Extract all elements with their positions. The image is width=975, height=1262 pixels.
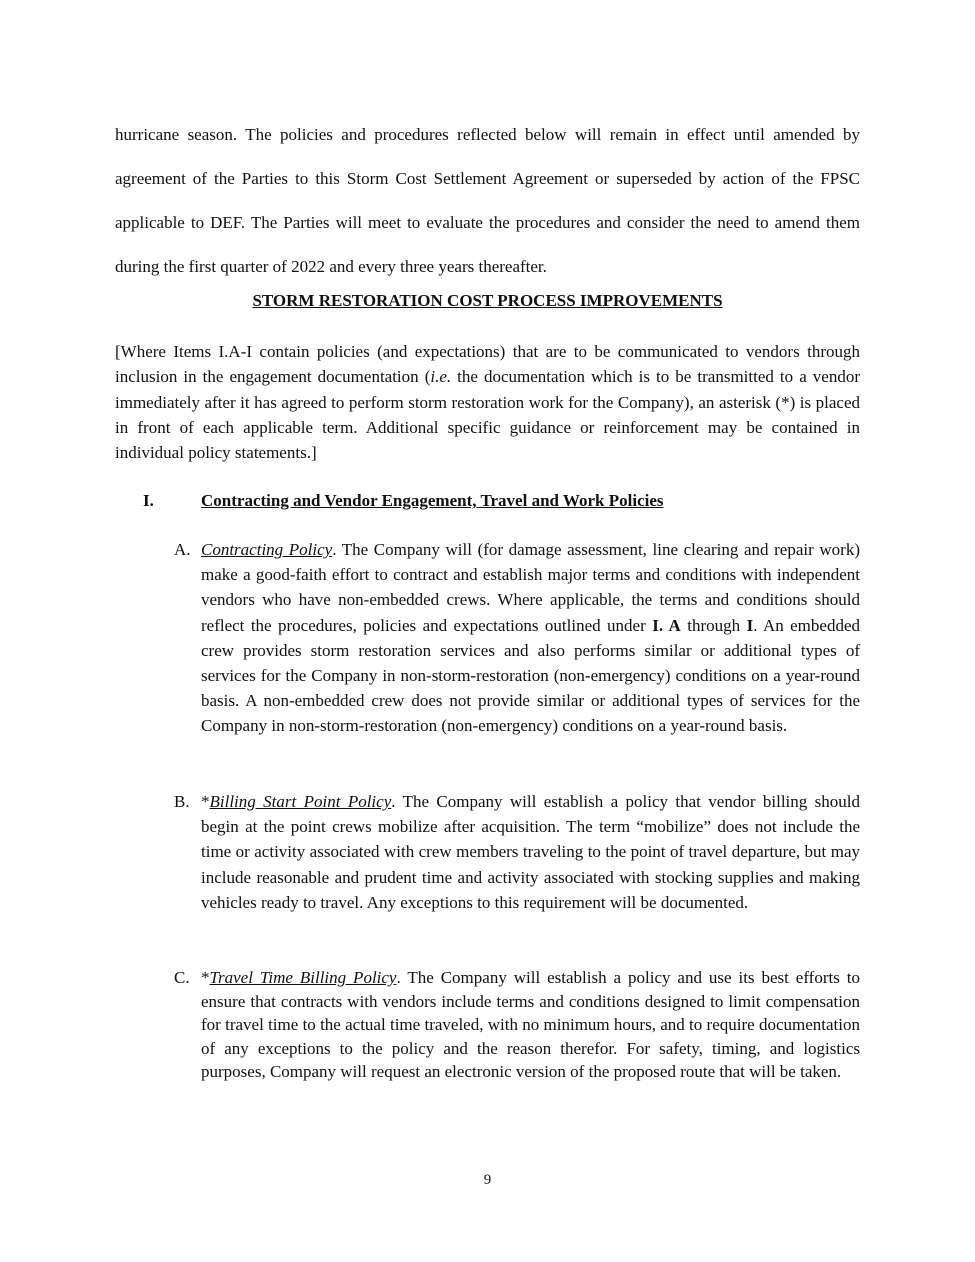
policy-name: Billing Start Point Policy — [209, 792, 392, 811]
section-heading: STORM RESTORATION COST PROCESS IMPROVEMENTS — [252, 291, 723, 310]
item-prefix: * — [201, 792, 210, 811]
item-label: A. — [174, 540, 191, 559]
item-text: . The Company will establish a policy that vendor billing should begin at the point crews mobilize after acquisition. The term “mobilize” does not include the time or activity associated with crew members traveling to the point of travel departure, but may include reasonable and prudent time and activity associated with stocking supplies and making vehicles ready to travel. Any exceptions to this requirement will be documented. — [201, 792, 860, 912]
item-text: through — [680, 615, 747, 635]
note-text-after: the documentation which is to be transmitted to a vendor immediately after it has agreed to perform storm restoration work for the Company), an asterisk (*) is placed in front of each applicable term. Additional specific guidance or reinforcement may be contained in individual policy statements.] — [115, 367, 860, 463]
section-number: I. — [143, 491, 154, 510]
item-reference: I. A — [652, 615, 681, 635]
item-text: . The Company will (for damage assessment, line clearing and repair work) make a good-faith effort to contract and establish major terms and conditions with independent vendors who have non-embedded crews. Where applicable, the terms and conditions should reflect the procedures, policies and expectations outlined under — [201, 540, 860, 635]
policy-item-c — [174, 966, 860, 1084]
note-text-before: [Where Items I.A-I contain policies (and expectations) that are to be communicated to vendors through inclusion in the engagement documentation ( — [115, 342, 860, 387]
section-title: Contracting and Vendor Engagement, Travel and Work Policies — [201, 491, 664, 510]
policy-item-b — [174, 789, 860, 915]
item-body — [201, 966, 860, 1084]
item-text: . An embedded crew provides storm restoration services and also performs similar or additional types of services for the Company in non-storm-restoration (non-emergency) conditions on a year-round basis. A non-embedded crew does not provide similar or additional types of services for the Company in non-storm-restoration (non-emergency) conditions on a year-round basis. — [201, 615, 860, 736]
item-prefix: * — [201, 968, 210, 987]
item-body — [201, 537, 860, 739]
bracketed-note — [115, 339, 860, 465]
policy-name: Contracting Policy — [201, 540, 333, 559]
item-body — [201, 789, 860, 915]
intro-paragraph: hurricane season. The policies and procedures reflected below will remain in effect until amended by agreement of the Parties to this Storm Cost Settlement Agreement or superseded by action of the FPSC applicable to DEF. The Parties will meet to evaluate the procedures and consider the need to amend them during the first quarter of 2022 and every three years thereafter. — [115, 125, 860, 276]
note-ie: i.e. — [430, 367, 452, 387]
page-number: 9 — [483, 1172, 492, 1188]
item-label: C. — [174, 968, 190, 987]
item-label: B. — [174, 792, 190, 811]
item-reference: I — [746, 615, 754, 635]
policy-item-a — [174, 537, 860, 739]
policy-name: Travel Time Billing Policy — [209, 968, 397, 987]
item-text: . The Company will establish a policy and use its best efforts to ensure that contracts with vendors include terms and conditions designed to limit compensation for travel time to the actual time traveled, with no minimum hours, and to require documentation of any exceptions to the policy and the reason therefor. For safety, timing, and logistics purposes, Company will request an electronic version of the proposed route that will be taken. — [201, 968, 860, 1082]
